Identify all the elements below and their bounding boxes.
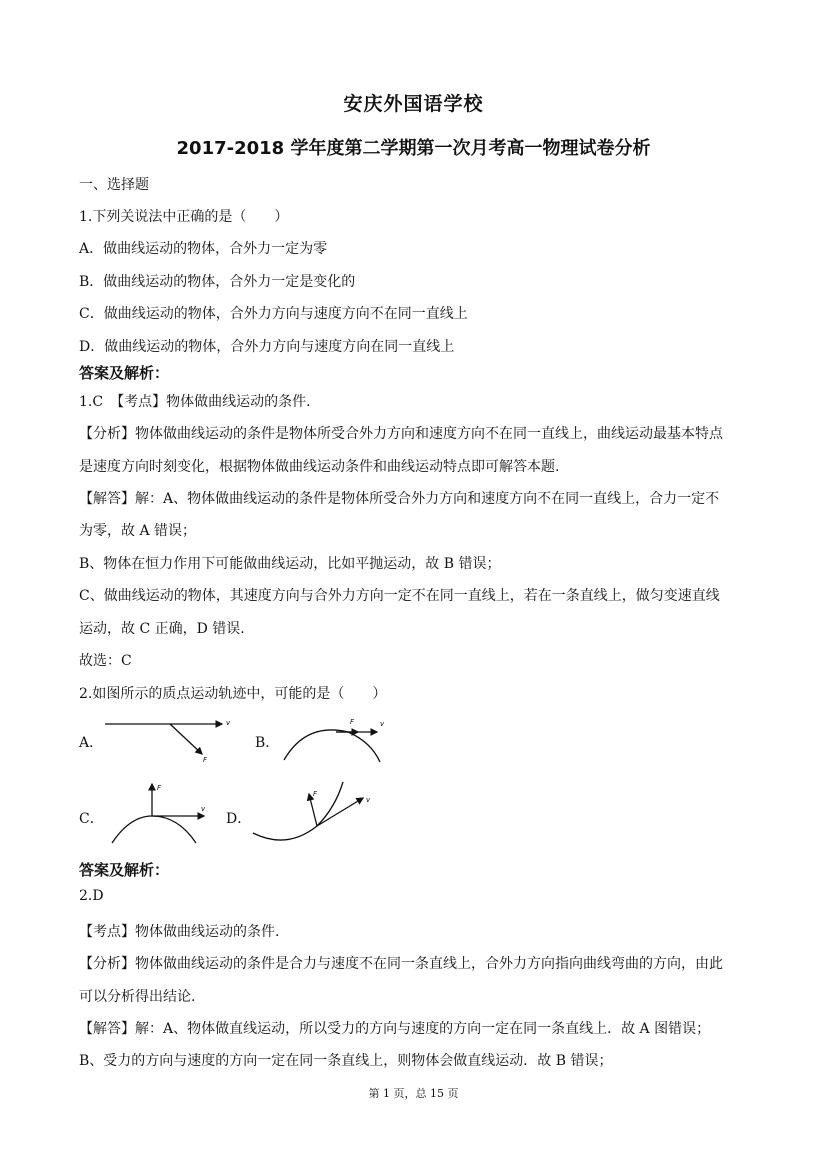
q2-stem: 2.如图所示的质点运动轨迹中，可能的是（ ） — [79, 686, 387, 702]
velocity-letter: v — [226, 719, 231, 727]
answer-heading-1: 答案及解析： — [79, 364, 170, 382]
q1-answer: 1.C 【考点】物体做曲线运动的条件. — [79, 394, 311, 410]
q1-stem: 1.下列关说法中正确的是（ ） — [79, 209, 289, 225]
q2-solution-1: 【解答】解：A、物体做直线运动，所以受力的方向与速度的方向一定在同一条直线上．故 A 图错误； — [79, 1021, 711, 1037]
q2-analysis-1: 【分析】物体做曲线运动的条件是合力与速度不在同一条直线上，合外力方向指向曲线弯曲的方向，由此 — [79, 956, 723, 972]
force-letter: F — [203, 756, 208, 764]
trajectory-curve — [253, 782, 343, 840]
q2-option-a-label: A． — [79, 735, 104, 751]
q1-option-a: A．做曲线运动的物体，合外力一定为零 — [79, 241, 328, 257]
q1-option-d: D．做曲线运动的物体，合外力方向与速度方向在同一直线上 — [79, 339, 455, 355]
trajectory-curve — [112, 816, 196, 843]
q2-answer: 2.D — [79, 888, 104, 904]
q2-diagram-d — [247, 778, 387, 848]
q2-option-d-label: D． — [226, 811, 252, 827]
q1-solution-2: 为零，故 A 错误； — [79, 523, 197, 539]
q1-choice: 故选：C — [79, 653, 132, 669]
page-footer: 第 1 页，总 15 页 — [368, 1087, 459, 1100]
force-letter: F — [350, 718, 355, 726]
q1-option-c: C．做曲线运动的物体，合外力方向与速度方向不在同一直线上 — [79, 306, 468, 322]
velocity-letter: v — [380, 720, 385, 728]
q1-option-b: B．做曲线运动的物体，合外力一定是变化的 — [79, 274, 356, 290]
velocity-letter: v — [366, 796, 371, 804]
exam-title: 2017-2018 学年度第二学期第一次月考高一物理试卷分析 — [176, 138, 651, 159]
q1-solution-3: B、物体在恒力作用下可能做曲线运动，比如平抛运动，故 B 错误； — [79, 556, 501, 572]
q1-analysis-2: 是速度方向时刻变化，根据物体做曲线运动条件和曲线运动特点即可解答本题. — [79, 459, 560, 475]
q2-diagram-c — [100, 778, 220, 848]
q2-solution-2: B、受力的方向与速度的方向一定在同一条直线上，则物体会做直线运动．故 B 错误； — [79, 1053, 613, 1069]
q2-option-c-label: C． — [79, 811, 104, 827]
force-letter: F — [157, 784, 162, 792]
velocity-letter: v — [201, 805, 206, 813]
force-arrow — [170, 724, 202, 754]
q1-solution-5: 运动，故 C 正确，D 错误. — [79, 621, 245, 637]
q1-solution-1: 【解答】解：A、物体做曲线运动的条件是物体所受合外力方向和速度方向不在同一直线上，合力一定不 — [79, 491, 720, 507]
section-heading: 一、选择题 — [79, 177, 149, 193]
trajectory-curve — [284, 730, 380, 762]
q2-diagram-a — [100, 712, 240, 772]
force-arrow — [309, 794, 317, 826]
q2-topic: 【考点】物体做曲线运动的条件. — [79, 924, 280, 940]
q1-solution-4: C、做曲线运动的物体，其速度方向与合外力方向一定不在同一直线上，若在一条直线上，做匀变速直线 — [79, 588, 720, 604]
q2-option-b-label: B． — [255, 735, 280, 751]
force-letter: F — [313, 790, 318, 798]
q1-analysis-1: 【分析】物体做曲线运动的条件是物体所受合外力方向和速度方向不在同一直线上，曲线运动最基本特点 — [79, 426, 723, 442]
q2-analysis-2: 可以分析得出结论. — [79, 989, 196, 1005]
answer-heading-2: 答案及解析： — [79, 861, 170, 879]
velocity-arrow — [317, 798, 363, 826]
school-title: 安庆外国语学校 — [343, 93, 484, 115]
q2-diagram-b — [276, 712, 396, 772]
